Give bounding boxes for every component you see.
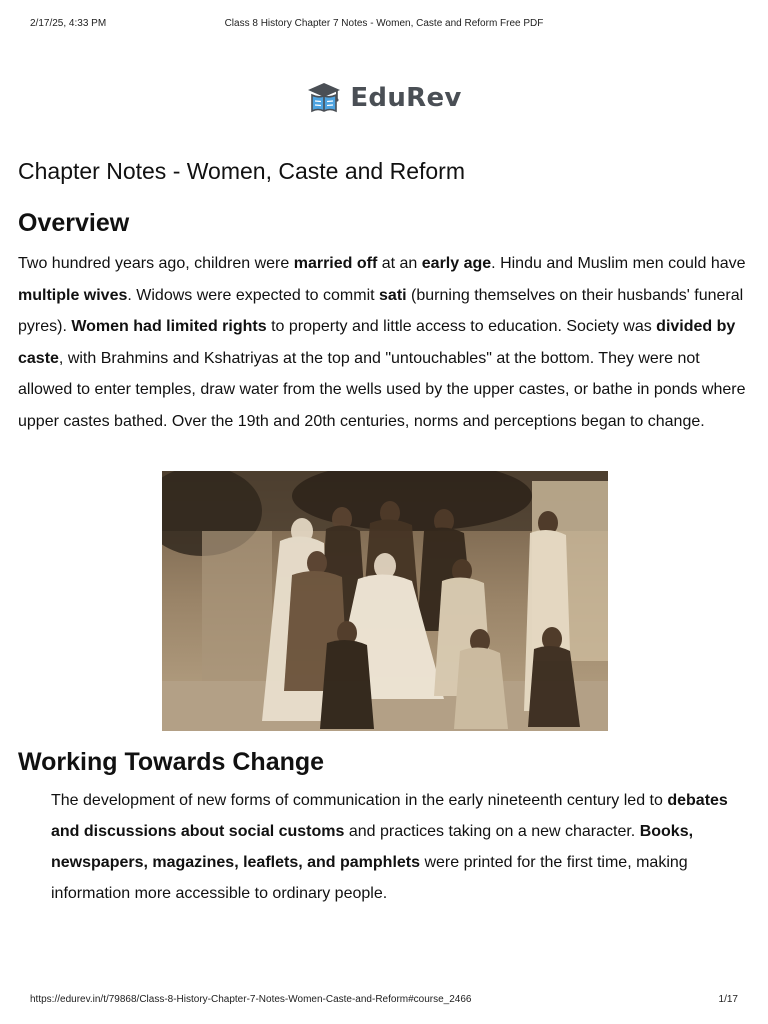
brand-name: EduRev xyxy=(350,83,462,113)
bold-multiple-wives: multiple wives xyxy=(18,286,128,304)
text-run: , with Brahmins and Kshatriyas at the top and "untouchables" at the bottom. They were not allowed to enter temples, draw water from the wells used by the upper castes, or bathe in ponds where upper castes bathed. Over the 19th and 20th centuries, norms and perceptions began to change. xyxy=(18,349,746,430)
graduation-cap-book-icon xyxy=(306,80,342,116)
bold-married-off: married off xyxy=(293,255,378,272)
text-run: . Hindu and Muslim men could have xyxy=(491,255,746,272)
bold-debates: debates and discussions about social customs xyxy=(51,792,728,840)
change-paragraph xyxy=(51,785,741,909)
text-run: and practices taking on a new character. xyxy=(344,823,640,840)
text-run: at an xyxy=(377,255,422,272)
print-footer xyxy=(0,994,768,1008)
bold-early-age: early age xyxy=(421,255,492,272)
page-url: https://edurev.in/t/79868/Class-8-History-Chapter-7-Notes-Women-Caste-and-Reform#course_2466 xyxy=(30,994,472,1005)
text-run: to property and little access to education. Society was xyxy=(266,318,657,336)
print-datetime: 2/17/25, 4:33 PM xyxy=(30,18,107,29)
bold-books-newspapers: Books, newspapers, magazines, leaflets, and pamphlets xyxy=(51,823,694,871)
text-run: (burning themselves on their husbands' funeral pyres). xyxy=(18,286,744,336)
edurev-logo[interactable] xyxy=(0,78,768,118)
overview-paragraph xyxy=(18,248,753,438)
text-run: were printed for the first time, making information more accessible to ordinary people. xyxy=(51,854,688,902)
historical-group-photo xyxy=(162,471,608,731)
working-towards-change-heading: Working Towards Change xyxy=(18,748,325,776)
bold-sati: sati xyxy=(379,286,407,304)
overview-heading: Overview xyxy=(18,209,130,237)
sepia-photo xyxy=(162,471,608,731)
bold-limited-rights: Women had limited rights xyxy=(71,318,267,336)
bold-divided-by-caste: divided by caste xyxy=(18,318,736,367)
print-header xyxy=(0,18,768,34)
text-run: The development of new forms of communication in the early nineteenth century led to xyxy=(51,792,668,809)
text-run: Two hundred years ago, children were xyxy=(18,255,294,272)
document-title: Chapter Notes - Women, Caste and Reform xyxy=(18,158,465,184)
page-number: 1/17 xyxy=(718,994,738,1005)
text-run: . Widows were expected to commit xyxy=(127,286,380,304)
print-page-title: Class 8 History Chapter 7 Notes - Women, Caste and Reform Free PDF xyxy=(224,18,544,29)
